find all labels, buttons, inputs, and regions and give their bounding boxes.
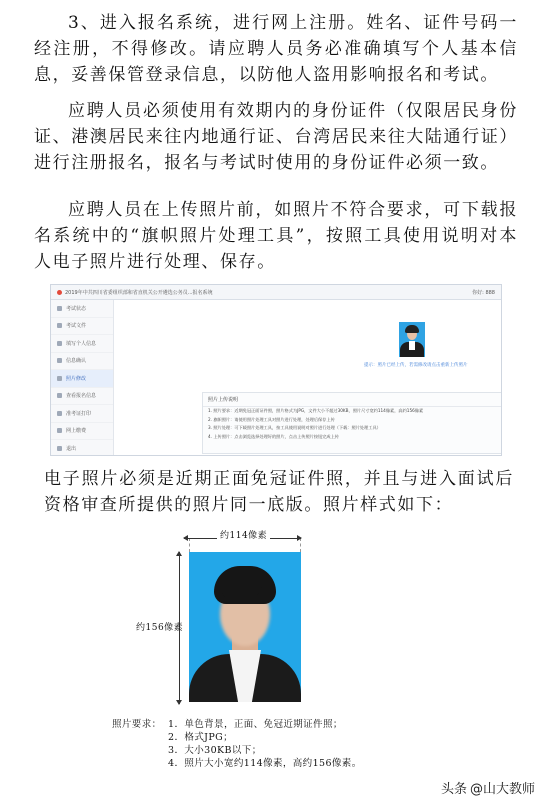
sidebar-item-exam-files: 考试文件 <box>51 318 113 336</box>
dimension-guide <box>189 538 190 552</box>
paragraph-photo-tool: 应聘人员在上传照片前，如照片不符合要求，可下载报名系统中的“旗帜照片处理工具”，按照工具使用说明对本人电子照片进行处理、保存。 <box>34 200 518 272</box>
logo-icon <box>57 290 62 295</box>
requirement-item: 1．单色背景，正面、免冠近期证件照； <box>168 719 343 730</box>
footer-prefix: 头条 <box>440 782 467 797</box>
upload-instructions-title: 照片上传说明 <box>203 393 502 407</box>
menu-icon <box>57 376 62 381</box>
upload-instruction-line: 4. 上传照片：点击浏览选择处理好的照片，点击上传照片按钮完成上传 <box>208 434 339 440</box>
upload-hint: 提示：照片已经上传，若需修改请点击重新上传照片 <box>364 363 468 368</box>
sidebar-item-admission-ticket: 准考证打印 <box>51 405 113 423</box>
sidebar-item-photo: 照片修改 <box>51 370 113 388</box>
requirement-item: 2．格式JPG； <box>168 732 234 743</box>
embedded-system-screenshot <box>50 284 502 456</box>
sample-id-photo <box>189 552 301 702</box>
footer-handle: @山大教师 <box>469 782 535 797</box>
upload-instruction-line: 1. 照片要求：近期免冠正面证件照，照片格式为JPG，文件大小不超过30KB，照片尺寸宽约114像素，高约156像素 <box>208 408 424 414</box>
sidebar-item-confirm: 信息确认 <box>51 353 113 371</box>
screenshot-title: 2019年中共四川省委组织部和省直机关公开遴选公务员...报名系统 <box>65 289 213 296</box>
menu-icon <box>57 411 62 416</box>
menu-icon <box>57 446 62 451</box>
height-label: 约156像素 <box>136 623 184 633</box>
menu-icon <box>57 428 62 433</box>
sidebar-item-payment: 网上缴费 <box>51 423 113 441</box>
screenshot-user: 你好: 888 <box>472 289 495 296</box>
screenshot-main <box>114 300 501 455</box>
menu-icon <box>57 341 62 346</box>
menu-icon <box>57 358 62 363</box>
width-label: 约114像素 <box>217 528 270 541</box>
watermark-footer <box>441 778 535 797</box>
requirements-label: 照片要求： <box>112 719 162 730</box>
upload-instruction-line: 2. 旗帜照片：请使用照片处理工具对照片进行处理，处理后保存上传 <box>208 416 335 422</box>
requirement-item: 3．大小30KB以下； <box>168 745 262 756</box>
menu-icon <box>57 393 62 398</box>
upload-instructions-box <box>202 392 502 454</box>
uploaded-photo-thumbnail <box>399 322 425 357</box>
requirement-item: 4．照片大小宽约114像素，高约156像素。 <box>168 758 362 769</box>
photo-requirements <box>112 718 362 770</box>
screenshot-header <box>51 285 501 300</box>
paragraph-photo-standard: 电子照片必须是近期正面免冠证件照，并且与进入面试后资格审查所提供的照片同一底版。照片样式如下： <box>44 469 514 515</box>
screenshot-sidebar <box>51 300 114 455</box>
paragraph-registration: 3、进入报名系统，进行网上注册。姓名、证件号码一经注册，不得修改。请应聘人员务必准确填写个人基本信息，妥善保管登录信息，以防他人盗用影响报名和考试。 <box>34 13 518 85</box>
menu-icon <box>57 323 62 328</box>
menu-icon <box>57 306 62 311</box>
sidebar-item-personal-info: 填写个人信息 <box>51 335 113 353</box>
sidebar-item-exam-status: 考试状态 <box>51 300 113 318</box>
sidebar-item-exit: 退出 <box>51 440 113 456</box>
upload-instruction-line: 3. 照片处理：可下载照片处理工具，按工具使用说明对照片进行处理（下载：照片处理工具） <box>208 425 381 431</box>
paragraph-id-documents: 应聘人员必须使用有效期内的身份证件（仅限居民身份证、港澳居民来往内地通行证、台湾居民来往大陆通行证）进行注册报名，报名与考试时使用的身份证件必须一致。 <box>34 101 518 173</box>
sidebar-item-view-registration: 查看报名信息 <box>51 388 113 406</box>
